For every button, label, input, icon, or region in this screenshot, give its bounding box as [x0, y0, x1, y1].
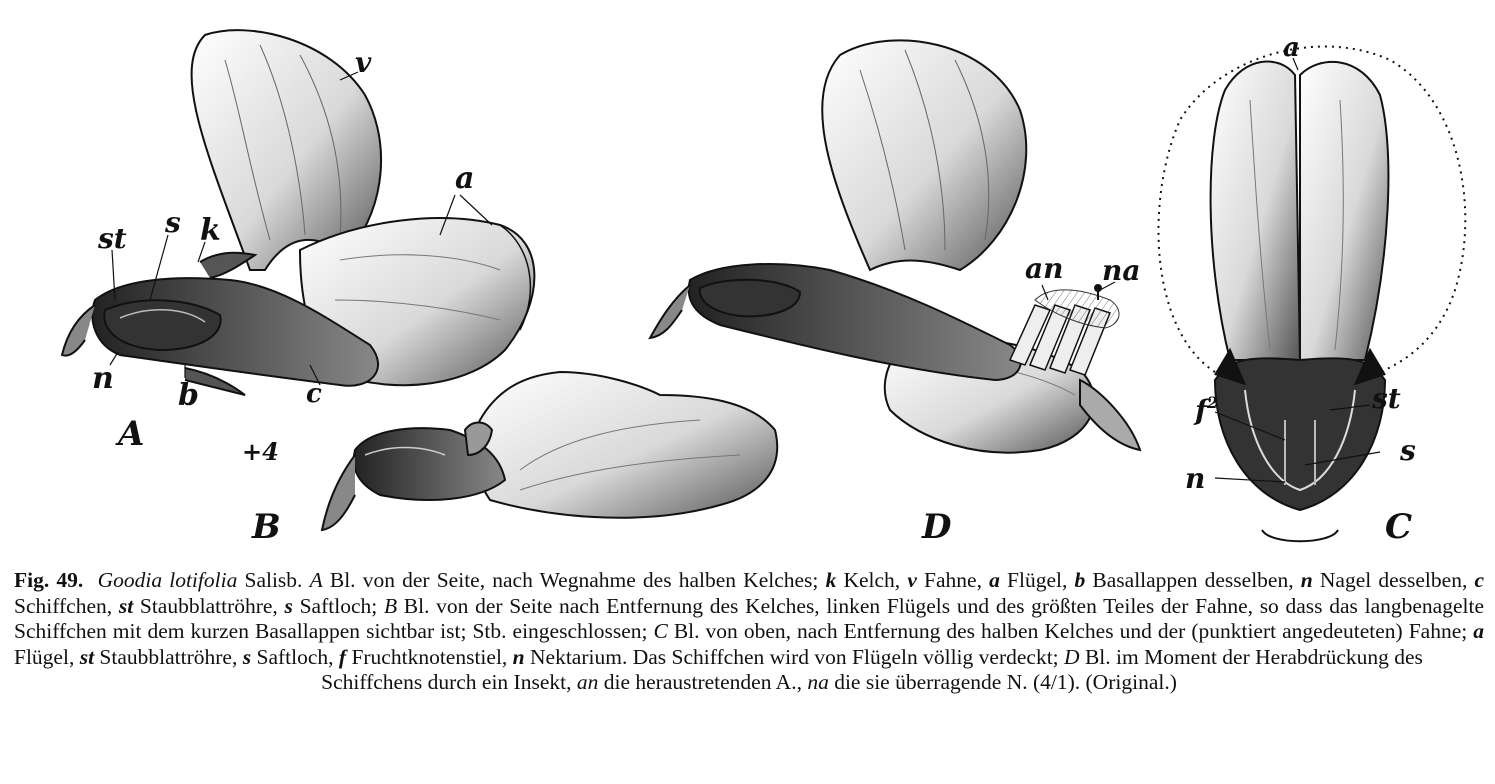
caption-ref: st — [79, 644, 95, 669]
caption-frag: Schiffchen, — [14, 593, 119, 618]
caption-frag: Bl. von der Seite nach Entfernung des Kelches, linken Flügels und des größten Teiles der Fahne, so dass das langbenagelte Schiffchen mit dem kurzen Basallappen sichtbar ist; Stb. eingeschlossen; — [14, 593, 1484, 643]
drawing-b — [322, 372, 777, 530]
caption-ref: na — [807, 670, 829, 694]
caption-frag: Flügel, — [14, 644, 80, 669]
label-k: k — [200, 213, 221, 248]
caption-frag: Basallappen desselben, — [1085, 568, 1301, 592]
caption-ref: n — [1300, 568, 1313, 592]
label-c-s: s — [1400, 434, 1416, 467]
label-c-f-letter: f — [1195, 394, 1208, 427]
caption-ref: B — [383, 593, 398, 618]
label-n: n — [92, 361, 114, 396]
label-v: v — [355, 46, 372, 79]
caption-frag: Flügel, — [999, 568, 1075, 592]
label-b: b — [178, 378, 199, 413]
caption-frag: Nagel desselben, — [1312, 568, 1475, 592]
caption-frag: Staubblattröhre, — [94, 644, 243, 669]
caption-frag: Bl. von der Seite, nach Wegnahme des halben Kelches; — [322, 568, 826, 592]
caption-ref: C — [653, 619, 668, 643]
label-st: st — [98, 222, 127, 255]
label-c-f-sup: 2 — [1207, 393, 1219, 412]
caption-ref: b — [1074, 568, 1086, 592]
caption-ref: st — [118, 593, 134, 618]
caption-frag: Bl. von oben, nach Entfernung des halben Kelches und der (punktiert angedeuteten) Fahne; — [667, 619, 1474, 643]
caption-ref: D — [1064, 644, 1080, 669]
species-name: Goodia lotifolia — [97, 568, 238, 592]
figure-number: Fig. 49. — [14, 568, 84, 592]
caption-ref: s — [284, 593, 293, 618]
panel-b-letter: B — [252, 507, 281, 547]
label-c-st: st — [1372, 382, 1401, 415]
caption-ref: s — [242, 644, 252, 669]
caption-frag: Schiffchens durch ein Insekt, — [321, 670, 577, 694]
label-c-n: n — [1185, 462, 1206, 495]
panel-d-letter: D — [922, 507, 952, 547]
label-c: c — [306, 379, 322, 409]
caption-ref: A — [309, 568, 323, 592]
caption-frag: Saftloch, — [251, 644, 339, 669]
caption-ref: a — [989, 568, 1000, 592]
figure-caption — [14, 568, 1484, 696]
label-s: s — [165, 206, 181, 239]
caption-frag: Bl. im Moment der Herabdrückung des — [1079, 644, 1423, 669]
caption-ref: f — [338, 644, 347, 669]
label-c-a: a — [1283, 33, 1300, 63]
panel-a-letter: A — [118, 414, 145, 454]
label-c-f — [1193, 393, 1218, 427]
caption-frag: Fahne, — [916, 568, 990, 592]
caption-frag: Fruchtknotenstiel, — [346, 644, 513, 669]
caption-ref: an — [576, 670, 599, 694]
caption-frag: Staubblattröhre, — [133, 593, 285, 618]
scale-label: +4 — [242, 437, 279, 466]
caption-ref: n — [512, 644, 525, 669]
caption-ref: v — [907, 568, 917, 592]
drawing-a — [62, 30, 534, 395]
label-a: a — [455, 161, 475, 196]
caption-frag: Nektarium. Das Schiffchen wird von Flügeln völlig verdeckt; — [524, 644, 1065, 669]
caption-ref: k — [825, 568, 837, 592]
caption-text — [14, 568, 1484, 696]
caption-frag: Salisb. — [237, 568, 310, 592]
label-na: na — [1102, 254, 1141, 287]
caption-ref: a — [1473, 619, 1484, 643]
caption-last-line — [14, 670, 1484, 696]
panel-c-letter: C — [1385, 507, 1413, 547]
drawing-d — [650, 40, 1140, 452]
caption-frag: die sie überragende N. (4/1). (Original.) — [828, 670, 1177, 694]
caption-frag: Kelch, — [836, 568, 908, 592]
caption-frag: Saftloch; — [292, 593, 384, 618]
caption-ref: c — [1474, 568, 1485, 592]
caption-frag: die heraustretenden A., — [598, 670, 808, 694]
label-an: an — [1025, 252, 1064, 285]
